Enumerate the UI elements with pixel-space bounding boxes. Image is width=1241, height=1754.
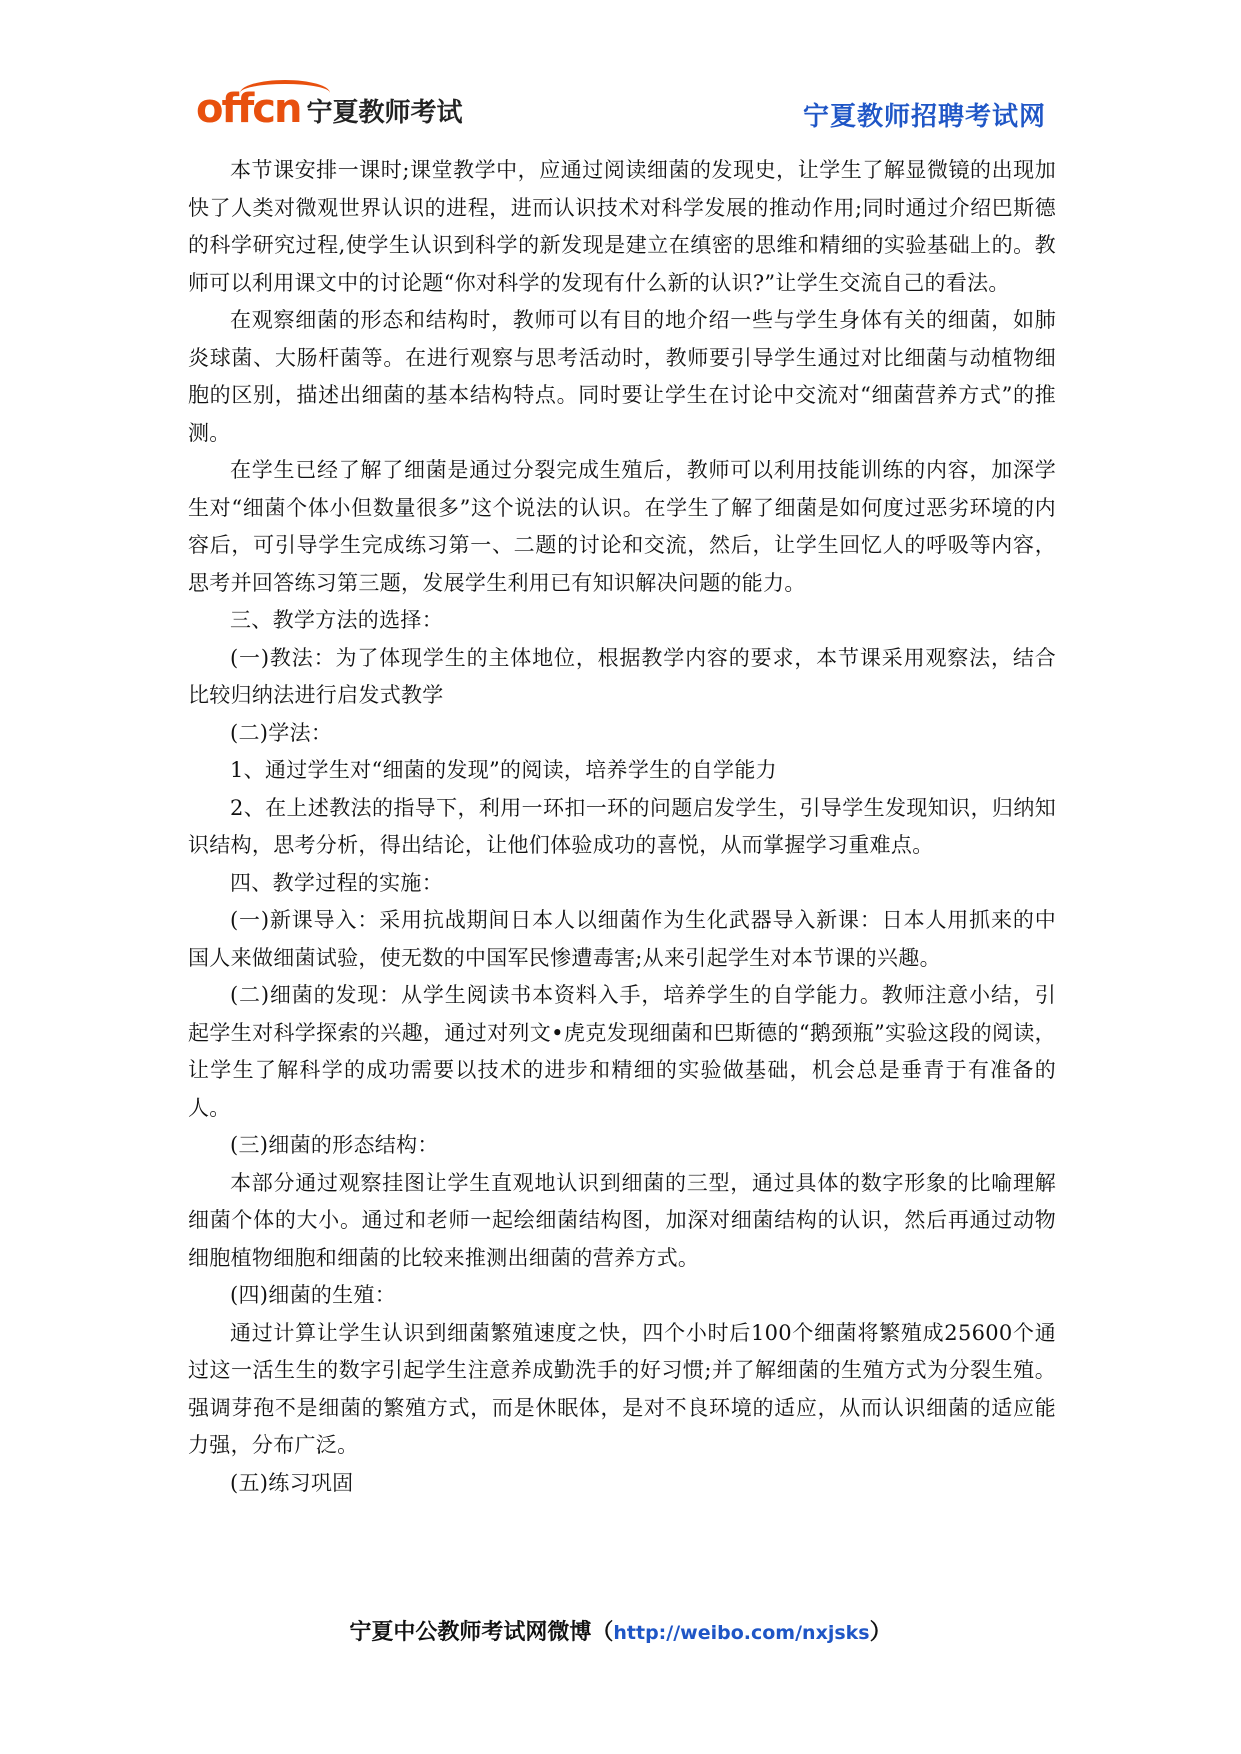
paragraph-teaching-method: (一)教法：为了体现学生的主体地位，根据教学内容的要求，本节课采用观察法，结合比较归纳法进行启发式教学 [188,645,1056,707]
paragraph-discovery: (二)细菌的发现：从学生阅读书本资料入手，培养学生的自学能力。教师注意小结，引起学生对科学探索的兴趣，通过对列文•虎克发现细菌和巴斯德的“鹅颈瓶”实验这段的阅读，让学生了解科学的成功需要以技术的进步和精细的实验做基础，机会总是垂青于有准备的人。 [188,983,1056,1120]
study-method-item-1: 1、通过学生对“细菌的发现”的阅读，培养学生的自学能力 [230,758,777,782]
page-footer [0,1615,1241,1646]
page-header [0,0,1241,150]
paragraph-2: 在观察细菌的形态和结构时，教师可以有目的地介绍一些与学生身体有关的细菌，如肺炎球菌、大肠杆菌等。在进行观察与思考活动时，教师要引导学生通过对比细菌与动植物细胞的区别，描述出细菌的基本结构特点。同时要让学生在讨论中交流对“细菌营养方式”的推测。 [188,308,1056,445]
footer-text: 宁夏中公教师考试网微博（ [349,1620,614,1645]
logo-arc-icon [240,80,330,106]
paragraph-reproduction: 通过计算让学生认识到细菌繁殖速度之快，四个小时后100个细菌将繁殖成25600个通过这一活生生的数字引起学生注意养成勤洗手的好习惯;并了解细菌的生殖方式为分裂生殖。强调芽孢不是细菌的繁殖方式，而是休眠体，是对不良环境的适应，从而认识细菌的适应能力强，分布广泛。 [188,1320,1056,1457]
subheading-practice: (五)练习巩固 [230,1470,354,1495]
subheading-reproduction: (四)细菌的生殖： [230,1283,397,1307]
section-heading-3: 三、教学方法的选择： [230,608,443,632]
subheading-morphology: (三)细菌的形态结构： [230,1133,439,1157]
paragraph-1: 本节课安排一课时;课堂教学中，应通过阅读细菌的发现史，让学生了解显微镜的出现加快了人类对微观世界认识的进程，进而认识技术对科学发展的推动作用;同时通过介绍巴斯德的科学研究过程,使学生认识到科学的新发现是建立在缜密的思维和精细的实验基础上的。教师可以利用课文中的讨论题“你对科学的发现有什么新的认识?”让学生交流自己的看法。 [188,158,1056,295]
paragraph-morphology: 本部分通过观察挂图让学生直观地认识到细菌的三型，通过具体的数字形象的比喻理解细菌个体的大小。通过和老师一起绘细菌结构图，加深对细菌结构的认识，然后再通过动物细胞植物细胞和细菌的比较来推测出细菌的营养方式。 [188,1170,1056,1270]
site-title[interactable]: 宁夏教师招聘考试网 [802,102,1046,132]
logo-mark-text: offcn [196,86,301,132]
document-body [188,152,1056,1502]
study-method-item-2: 2、在上述教法的指导下，利用一环扣一环的问题启发学生，引导学生发现知识，归纳知识结构，思考分析，得出结论，让他们体验成功的喜悦，从而掌握学习重难点。 [188,795,1056,857]
logo-mark [196,86,300,132]
footer-weibo-link[interactable]: http://weibo.com/nxjsks [613,1622,870,1644]
offcn-logo[interactable] [196,72,463,132]
paragraph-3: 在学生已经了解了细菌是通过分裂完成生殖后，教师可以利用技能训练的内容，加深学生对“细菌个体小但数量很多”这个说法的认识。在学生了解了细菌是如何度过恶劣环境的内容后，可引导学生完成练习第一、二题的讨论和交流，然后，让学生回忆人的呼吸等内容，思考并回答练习第三题，发展学生利用已有知识解决问题的能力。 [188,458,1056,595]
logo-text: 宁夏教师考试 [306,98,463,128]
footer-close: ） [869,1620,892,1645]
paragraph-intro: (一)新课导入：采用抗战期间日本人以细菌作为生化武器导入新课：日本人用抓来的中国人来做细菌试验，使无数的中国军民惨遭毒害;从来引起学生对本节课的兴趣。 [188,908,1056,970]
section-heading-4: 四、教学过程的实施： [230,870,443,895]
subheading-study-method: (二)学法： [230,720,333,745]
